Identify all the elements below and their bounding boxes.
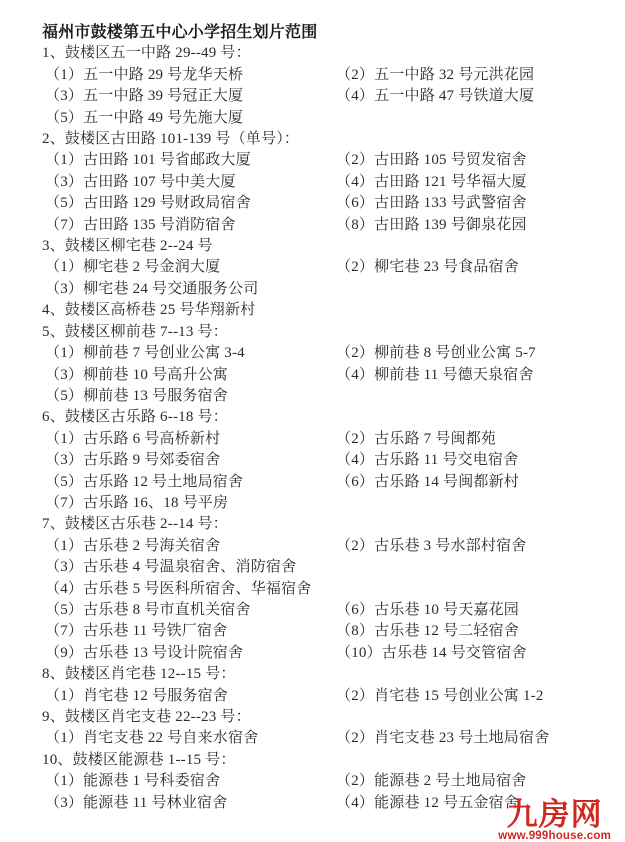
entry-cell: （2）肖宅巷 15 号创业公寓 1-2 xyxy=(336,687,544,704)
entry-cell: （5）五一中路 49 号先施大厦 xyxy=(45,109,244,126)
document-body xyxy=(42,22,605,814)
entry-cell: （2）五一中路 32 号元洪花园 xyxy=(336,66,535,83)
entry-cell: （2）古田路 105 号贸发宿舍 xyxy=(336,152,527,169)
entry-cell: （5）古乐路 12 号土地局宿舍 xyxy=(45,473,244,490)
entry-cell: （4）古乐巷 5 号医科所宿舍、华福宿舍 xyxy=(45,580,312,597)
entry-cell: （10）古乐巷 14 号交管宿舍 xyxy=(336,644,527,661)
entry-cell: （1）柳宅巷 2 号金润大厦 xyxy=(45,259,221,276)
section-heading: 5、鼓楼区柳前巷 7--13 号： xyxy=(42,323,228,340)
entry-cell: （2）柳宅巷 23 号食品宿舍 xyxy=(336,259,520,276)
entry-cell: （3）柳前巷 10 号高升公寓 xyxy=(45,366,229,383)
entry-row xyxy=(42,86,605,107)
entry-row xyxy=(42,643,605,664)
entry-cell: （8）古乐巷 12 号二轻宿舍 xyxy=(336,623,520,640)
entry-cell: （4）柳前巷 11 号德天泉宿舍 xyxy=(336,366,534,383)
entry-cell: （5）古田路 129 号财政局宿舍 xyxy=(45,195,251,212)
entry-cell: （3）古田路 107 号中美大厦 xyxy=(45,173,236,190)
section-heading: 8、鼓楼区肖宅巷 12--15 号： xyxy=(42,666,236,683)
entry-row xyxy=(42,279,605,300)
entry-cell: （5）柳前巷 13 号服务宿舍 xyxy=(45,387,229,404)
entry-row xyxy=(42,621,605,642)
document-lines xyxy=(42,22,605,814)
entry-cell: （4）五一中路 47 号铁道大厦 xyxy=(336,88,535,105)
entry-cell: （1）肖宅巷 12 号服务宿舍 xyxy=(45,687,229,704)
entry-cell: （4）古田路 121 号华福大厦 xyxy=(336,173,527,190)
entry-row xyxy=(42,493,605,514)
entry-row xyxy=(42,450,605,471)
entry-cell: （2）肖宅支巷 23 号土地局宿舍 xyxy=(336,730,550,747)
entry-cell: （7）古田路 135 号消防宿舍 xyxy=(45,216,236,233)
entry-row xyxy=(42,728,605,749)
entry-cell: （6）古田路 133 号武警宿舍 xyxy=(336,195,527,212)
section-heading: 10、鼓楼区能源巷 1--15 号： xyxy=(42,751,236,768)
entry-cell: （3）能源巷 11 号林业宿舍 xyxy=(45,794,228,811)
entry-row xyxy=(42,429,605,450)
entry-row xyxy=(42,108,605,129)
entry-cell: （1）柳前巷 7 号创业公寓 3-4 xyxy=(45,345,245,362)
entry-cell: （3）古乐路 9 号郊委宿舍 xyxy=(45,452,221,469)
page-title: 福州市鼓楼第五中心小学招生划片范围 xyxy=(42,24,318,41)
entry-row xyxy=(42,365,605,386)
section-heading: 1、鼓楼区五一中路 29--49 号： xyxy=(42,45,251,62)
entry-row xyxy=(42,771,605,792)
entry-cell: （2）古乐巷 3 号水部村宿舍 xyxy=(336,537,527,554)
jiufangwang-logo: 九房网 xyxy=(506,796,603,832)
entry-cell: （1）古乐路 6 号高桥新村 xyxy=(45,430,221,447)
entry-cell: （1）五一中路 29 号龙华天桥 xyxy=(45,66,244,83)
entry-cell: （2）古乐路 7 号闽都苑 xyxy=(336,430,497,447)
entry-cell: （1）能源巷 1 号科委宿舍 xyxy=(45,773,221,790)
section-heading: 3、鼓楼区柳宅巷 2--24 号 xyxy=(42,238,213,255)
entry-cell: （6）古乐路 14 号闽都新村 xyxy=(336,473,520,490)
entry-cell: （6）古乐巷 10 号天嘉花园 xyxy=(336,601,520,618)
entry-row xyxy=(42,600,605,621)
entry-row xyxy=(42,215,605,236)
entry-row xyxy=(42,257,605,278)
entry-cell: （7）古乐巷 11 号铁厂宿舍 xyxy=(45,623,228,640)
section-heading: 4、鼓楼区高桥巷 25 号华翔新村 xyxy=(42,302,256,319)
entry-row xyxy=(42,472,605,493)
entry-row xyxy=(42,172,605,193)
entry-row xyxy=(42,386,605,407)
entry-cell: （4）能源巷 12 号五金宿舍 xyxy=(336,794,520,811)
entry-cell: （3）柳宅巷 24 号交通服务公司 xyxy=(45,280,259,297)
entry-cell: （7）古乐路 16、18 号平房 xyxy=(45,494,229,511)
entry-row xyxy=(42,193,605,214)
entry-row xyxy=(42,343,605,364)
entry-cell: （8）古田路 139 号御泉花园 xyxy=(336,216,527,233)
entry-row xyxy=(42,579,605,600)
watermark xyxy=(498,796,611,842)
entry-row xyxy=(42,536,605,557)
entry-cell: （9）古乐巷 13 号设计院宿舍 xyxy=(45,644,244,661)
entry-cell: （1）肖宅支巷 22 号自来水宿舍 xyxy=(45,730,259,747)
entry-row xyxy=(42,150,605,171)
section-heading: 6、鼓楼区古乐路 6--18 号： xyxy=(42,409,228,426)
section-heading: 7、鼓楼区古乐巷 2--14 号： xyxy=(42,516,228,533)
watermark-url: www.999house.com xyxy=(498,829,611,842)
entry-cell: （2）柳前巷 8 号创业公寓 5-7 xyxy=(336,345,536,362)
entry-cell: （1）古田路 101 号省邮政大厦 xyxy=(45,152,251,169)
entry-cell: （2）能源巷 2 号土地局宿舍 xyxy=(336,773,527,790)
entry-cell: （4）古乐路 11 号交电宿舍 xyxy=(336,452,519,469)
entry-cell: （3）古乐巷 4 号温泉宿舍、消防宿舍 xyxy=(45,559,297,576)
entry-cell: （5）古乐巷 8 号市直机关宿舍 xyxy=(45,601,251,618)
entry-row xyxy=(42,686,605,707)
section-heading: 2、鼓楼区古田路 101-139 号（单号）： xyxy=(42,131,300,148)
section-heading: 9、鼓楼区肖宅支巷 22--23 号： xyxy=(42,709,251,725)
entry-row xyxy=(42,65,605,86)
entry-cell: （3）五一中路 39 号冠正大厦 xyxy=(45,88,244,105)
entry-cell: （1）古乐巷 2 号海关宿舍 xyxy=(45,537,221,554)
entry-row xyxy=(42,557,605,578)
